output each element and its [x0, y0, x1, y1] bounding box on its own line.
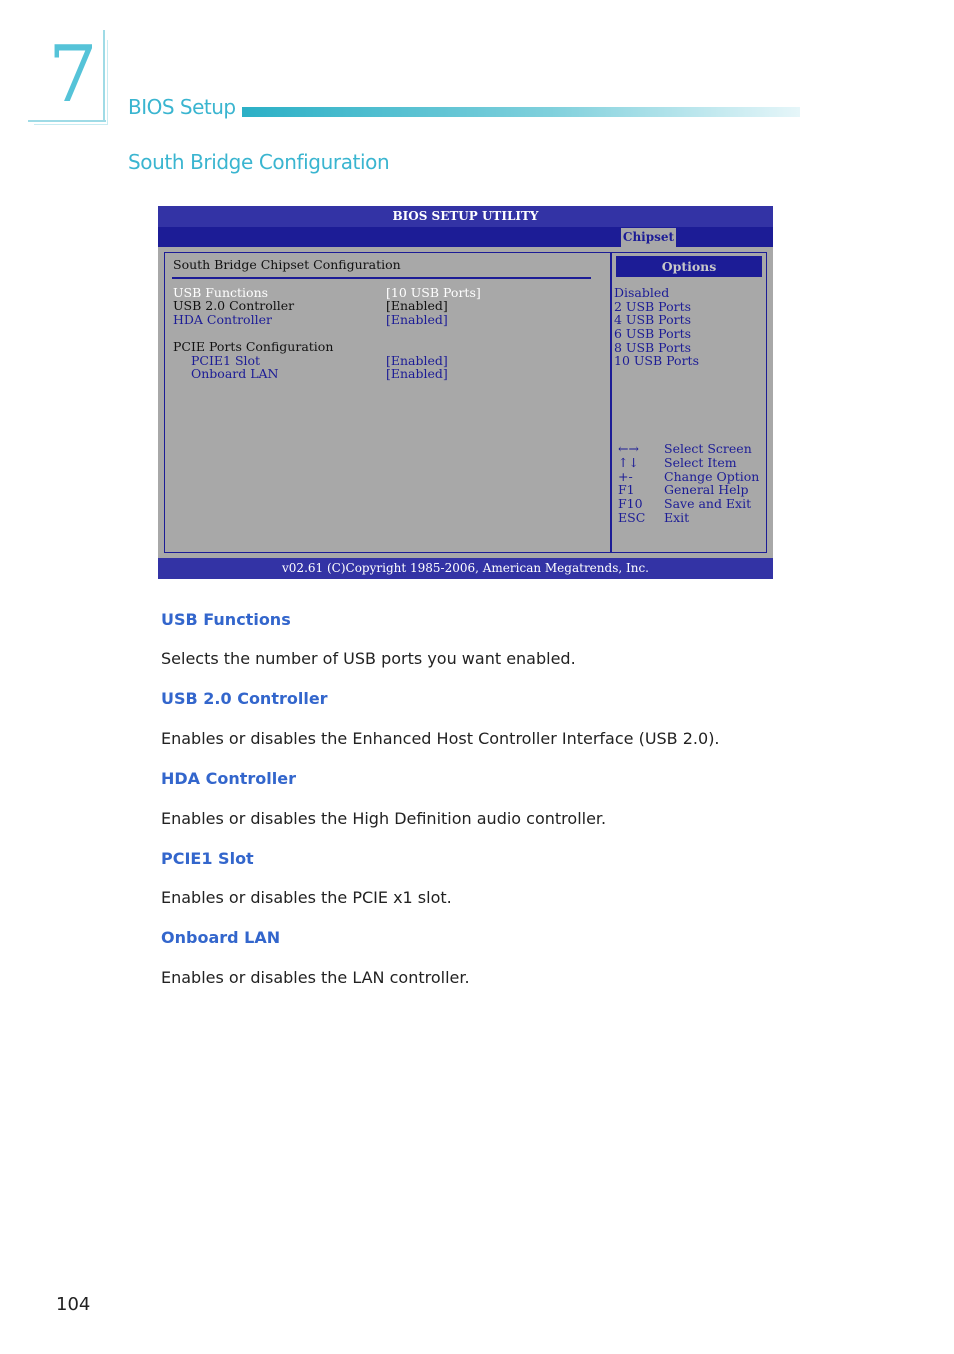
setting-usb-functions-value[interactable]: [10 USB Ports]: [386, 285, 481, 300]
setting-onboard-lan[interactable]: Onboard LAN: [191, 366, 279, 381]
option-item[interactable]: 8 USB Ports: [614, 340, 692, 355]
key-help-desc: Select Item: [664, 455, 737, 470]
pcie-group-title: PCIE Ports Configuration: [173, 339, 334, 354]
page-title: South Bridge Configuration: [128, 150, 390, 174]
section-text-usb-functions: Selects the number of USB ports you want enabled.: [161, 649, 576, 668]
section-text-usb20-controller: Enables or disables the Enhanced Host Controller Interface (USB 2.0).: [161, 729, 720, 748]
option-item[interactable]: 6 USB Ports: [614, 326, 692, 341]
chapter-frame-line-shadow: [107, 40, 108, 125]
bios-panel-title: South Bridge Chipset Configuration: [173, 257, 401, 272]
bios-copyright-footer: v02.61 (C)Copyright 1985-2006, American Megatrends, Inc.: [158, 558, 773, 579]
option-item[interactable]: 2 USB Ports: [614, 299, 692, 314]
section-heading-usb-functions: USB Functions: [161, 610, 291, 629]
header-gradient-bar: [242, 107, 800, 117]
page-number: 104: [56, 1294, 91, 1315]
key-help-desc: Exit: [664, 510, 690, 525]
section-text-pcie1-slot: Enables or disables the PCIE x1 slot.: [161, 888, 452, 907]
bios-panel-title-underline: [172, 277, 591, 279]
setting-usb-functions[interactable]: USB Functions: [173, 285, 269, 300]
section-heading-pcie1-slot: PCIE1 Slot: [161, 849, 254, 868]
tab-chipset[interactable]: Chipset: [621, 228, 676, 247]
key-arrows-lr-icon: ←→: [618, 441, 639, 456]
section-label: BIOS Setup: [128, 95, 236, 119]
option-item[interactable]: Disabled: [614, 285, 670, 300]
setting-onboard-lan-value[interactable]: [Enabled]: [386, 366, 448, 381]
chapter-frame-bottom: [28, 120, 106, 122]
setting-usb20-controller[interactable]: USB 2.0 Controller: [173, 298, 295, 313]
key-plus-minus: +-: [618, 469, 633, 484]
key-help-desc: Change Option: [664, 469, 760, 484]
key-f10: F10: [618, 496, 643, 511]
bios-title-bar: BIOS SETUP UTILITY: [158, 206, 773, 227]
bios-screen: [158, 206, 773, 579]
key-f1: F1: [618, 482, 635, 497]
section-heading-usb20-controller: USB 2.0 Controller: [161, 689, 328, 708]
chapter-number: 7: [48, 30, 98, 120]
setting-pcie1-slot[interactable]: PCIE1 Slot: [191, 353, 261, 368]
bios-panel-divider: [610, 252, 612, 553]
option-item[interactable]: 4 USB Ports: [614, 312, 692, 327]
key-help-desc: General Help: [664, 482, 749, 497]
setting-hda-controller-value[interactable]: [Enabled]: [386, 312, 448, 327]
section-text-onboard-lan: Enables or disables the LAN controller.: [161, 968, 470, 987]
section-heading-onboard-lan: Onboard LAN: [161, 928, 281, 947]
setting-hda-controller[interactable]: HDA Controller: [173, 312, 272, 327]
section-text-hda-controller: Enables or disables the High Definition audio controller.: [161, 809, 607, 828]
key-esc: ESC: [618, 510, 646, 525]
key-arrows-ud-icon: ↑↓: [618, 455, 639, 470]
key-help-desc: Select Screen: [664, 441, 752, 456]
chapter-frame-bottom-shadow: [34, 124, 108, 125]
bios-tab-bar: [158, 227, 773, 247]
key-help-desc: Save and Exit: [664, 496, 752, 511]
chapter-frame-line: [103, 30, 105, 122]
section-heading-hda-controller: HDA Controller: [161, 769, 296, 788]
setting-pcie1-slot-value[interactable]: [Enabled]: [386, 353, 448, 368]
options-header: Options: [616, 256, 762, 277]
option-item[interactable]: 10 USB Ports: [614, 353, 699, 368]
setting-usb20-controller-value[interactable]: [Enabled]: [386, 298, 448, 313]
